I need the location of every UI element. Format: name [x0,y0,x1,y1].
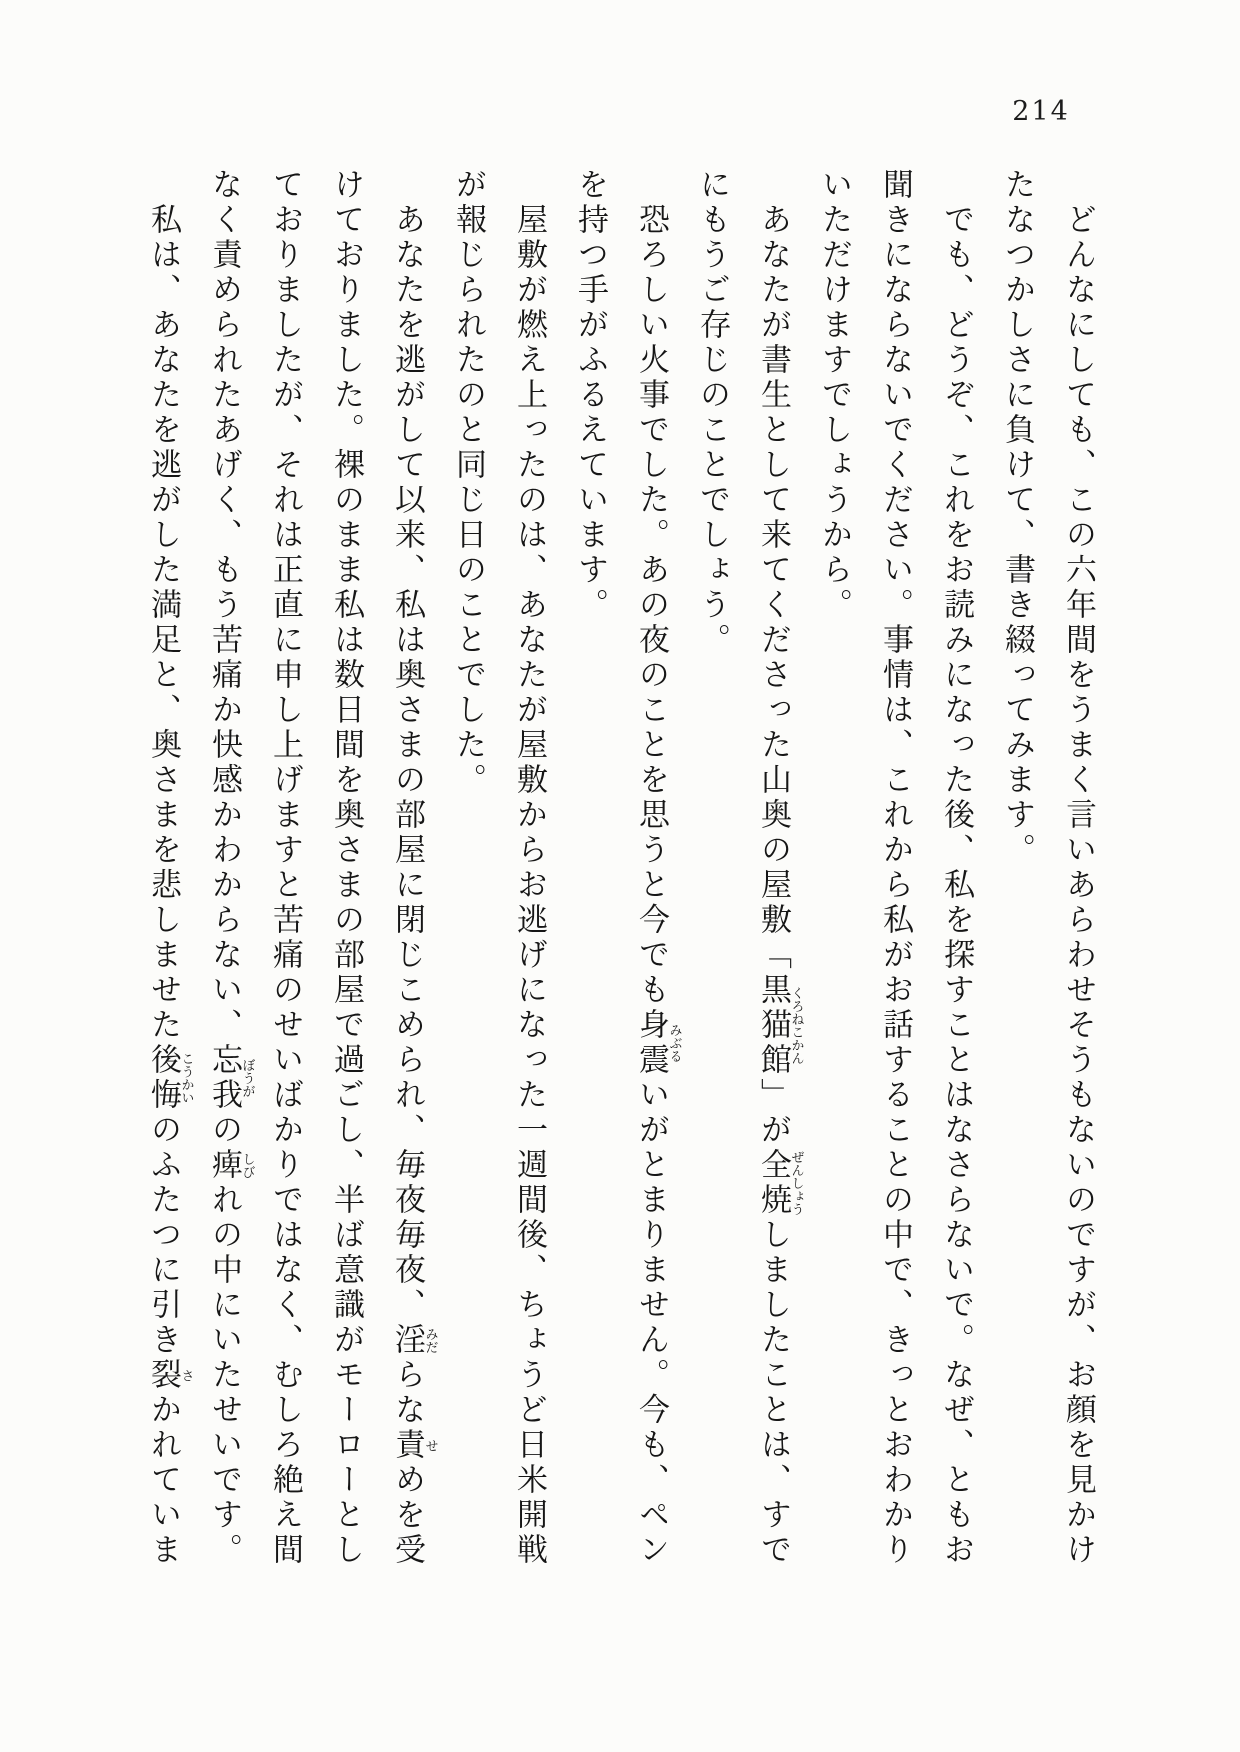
furigana-annotated-word: 身震みぶる [633,1008,682,1078]
furigana-annotated-word: 全焼ぜんしょう [755,1148,804,1218]
paragraph: 屋敷が燃え上ったのは、あなたが屋敷からお逃げになった一週間後、ちょうど日米開戦が報じられたのと同じ日のことでした。 [450,168,547,1568]
paragraph: あなたを逃がして以来、私は奥さまの部屋に閉じこめられ、毎夜毎夜、淫みだらな責せめを受けておりました。裸のまま私は数日間を奥さまの部屋で過ごし、半ば意識がモーローとしておりましたが、それは正直に申し上げますと苦痛のせいばかりではなく、むしろ絶え間なく責められたあげく、もう苦痛か快感かわからない、忘我ぼうがの痺しびれの中にいたせいです。 [206,168,438,1568]
paragraph: 恐ろしい火事でした。あの夜のことを思うと今でも身震みぶるいがとまりません。今も、ペンを持つ手がふるえています。 [572,168,682,1568]
vertical-text-block [132,168,1108,1578]
furigana-annotated-word: 淫みだ [389,1323,438,1358]
paragraph: あなたが書生として来てくださった山奥の屋敷「黒猫館くろねこかん」が全焼ぜんしょうしましたことは、すでにもうご存じのことでしょう。 [694,168,804,1568]
furigana-annotated-word: 後悔こうかい [145,1043,194,1113]
page-number: 214 [1012,96,1070,127]
paragraph: でも、どうぞ、これをお読みになった後、私を探すことはなさらないで。なぜ、ともお聞きにならないでください。事情は、これから私がお話することの中で、きっとおわかりいただけますでしょうから。 [816,168,974,1568]
furigana-annotated-word: 忘我ぼうが [206,1043,255,1113]
furigana-annotated-word: 黒猫館くろねこかん [755,973,804,1078]
furigana-annotated-word: 裂さ [145,1358,194,1393]
paragraph: どんなにしても、この六年間をうまく言いあらわせそうもないのですが、お顔を見かけたなつかしさに負けて、書き綴ってみます。 [999,168,1096,1568]
furigana-annotated-word: 責せ [389,1428,438,1463]
furigana-annotated-word: 痺しび [206,1148,255,1183]
paragraph: 私は、あなたを逃がした満足と、奥さまを悲しませた後悔こうかいのふたつに引き裂さかれていま [145,203,194,1568]
